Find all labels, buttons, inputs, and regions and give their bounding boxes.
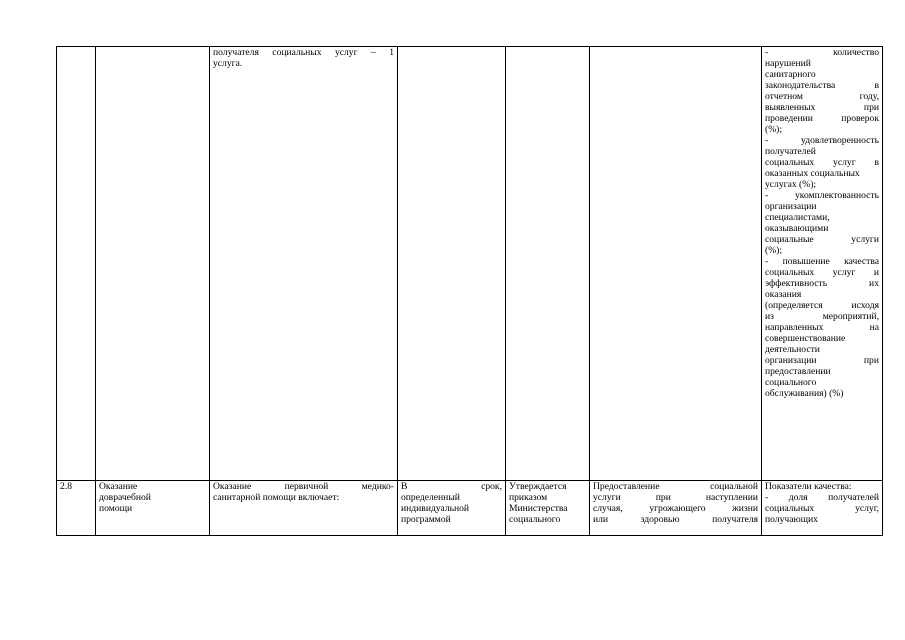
text-line: получателя социальных услуг – 1 xyxy=(213,47,394,58)
indicator-line: специалистами, xyxy=(765,212,830,223)
text-line: доврачебной xyxy=(99,492,151,503)
text-line: Оказание первичной медико- xyxy=(213,481,394,492)
social-services-table xyxy=(56,46,883,536)
indicator-line: - количество xyxy=(765,47,879,58)
cell-service-term xyxy=(398,481,506,536)
indicator-line: оказания xyxy=(765,289,802,300)
indicator-line: оказывающими xyxy=(765,223,829,234)
indicator-line: обслуживания) (%) xyxy=(765,388,844,399)
text-line: Показатели качества: xyxy=(765,481,852,492)
indicator-line: (%); xyxy=(765,245,783,256)
text-line: санитарной помощи включает: xyxy=(213,492,340,503)
indicator-line: социальные услуги xyxy=(765,234,879,245)
cell-service-indicators xyxy=(762,481,883,536)
indicator-line: организации xyxy=(765,201,817,212)
indicator-line: нарушений xyxy=(765,58,811,69)
text-line: помощи xyxy=(99,503,133,514)
text-line: социальных услуг, xyxy=(765,503,879,514)
cell-quality-indicators xyxy=(762,47,883,481)
cell-row-number xyxy=(57,481,96,536)
text-line: социального xyxy=(509,514,561,525)
indicator-line: предоставлении xyxy=(765,366,831,377)
indicator-line: получателей xyxy=(765,146,816,157)
indicator-line: направленных на xyxy=(765,322,879,333)
cell-service-tariff xyxy=(506,481,590,536)
row-number: 2.8 xyxy=(60,481,72,492)
indicator-line: социального xyxy=(765,377,817,388)
indicator-line: оказанных социальных xyxy=(765,168,860,179)
cell-tariff-empty xyxy=(506,47,590,481)
cell-service-name xyxy=(96,481,210,536)
indicator-line: - укомплектованность xyxy=(765,190,879,201)
indicator-line: социальных услуг и xyxy=(765,267,879,278)
indicator-line: - повышение качества xyxy=(765,256,879,267)
indicator-line: санитарного xyxy=(765,69,816,80)
indicator-line: деятельности xyxy=(765,344,820,355)
text-line: Оказание xyxy=(99,481,138,492)
indicator-line: (%); xyxy=(765,124,783,135)
text-line: определенный xyxy=(401,492,460,503)
indicator-line: услугах (%); xyxy=(765,179,817,190)
cell-service-conditions xyxy=(590,481,762,536)
text-line: Министерства xyxy=(509,503,568,514)
text-line: получающих xyxy=(765,514,818,525)
table-row-2-8 xyxy=(57,481,883,536)
indicator-line: выявленных при xyxy=(765,102,879,113)
indicator-line: проведении проверок xyxy=(765,113,879,124)
cell-name-empty xyxy=(96,47,210,481)
indicator-line: (определяется исходя xyxy=(765,300,879,311)
indicator-line: законодательства в xyxy=(765,80,879,91)
indicator-line: из мероприятий, xyxy=(765,311,879,322)
text-line: - доля получателей xyxy=(765,492,879,503)
text-line: или здоровью получателя xyxy=(593,514,758,525)
indicator-line: эффективность их xyxy=(765,278,879,289)
cell-number-empty xyxy=(57,47,96,481)
text-line: В срок, xyxy=(401,481,502,492)
text-line: Утверждается xyxy=(509,481,567,492)
indicator-line: отчетном году, xyxy=(765,91,879,102)
indicator-line: организации при xyxy=(765,355,879,366)
cell-service-description xyxy=(210,481,398,536)
table-row-continued xyxy=(57,47,883,481)
cell-conditions-empty xyxy=(590,47,762,481)
text-line: случая, угрожающего жизни xyxy=(593,503,758,514)
text-line: приказом xyxy=(509,492,548,503)
text-line: программой xyxy=(401,514,451,525)
indicator-line: - удовлетворенность xyxy=(765,135,879,146)
cell-description xyxy=(210,47,398,481)
text-line: Предоставление социальной xyxy=(593,481,758,492)
text-line: услуги при наступлении xyxy=(593,492,758,503)
indicator-line: совершенствование xyxy=(765,333,846,344)
text-line: индивидуальной xyxy=(401,503,470,514)
text-line: услуга. xyxy=(213,58,243,69)
cell-term-empty xyxy=(398,47,506,481)
indicator-line: социальных услуг в xyxy=(765,157,879,168)
